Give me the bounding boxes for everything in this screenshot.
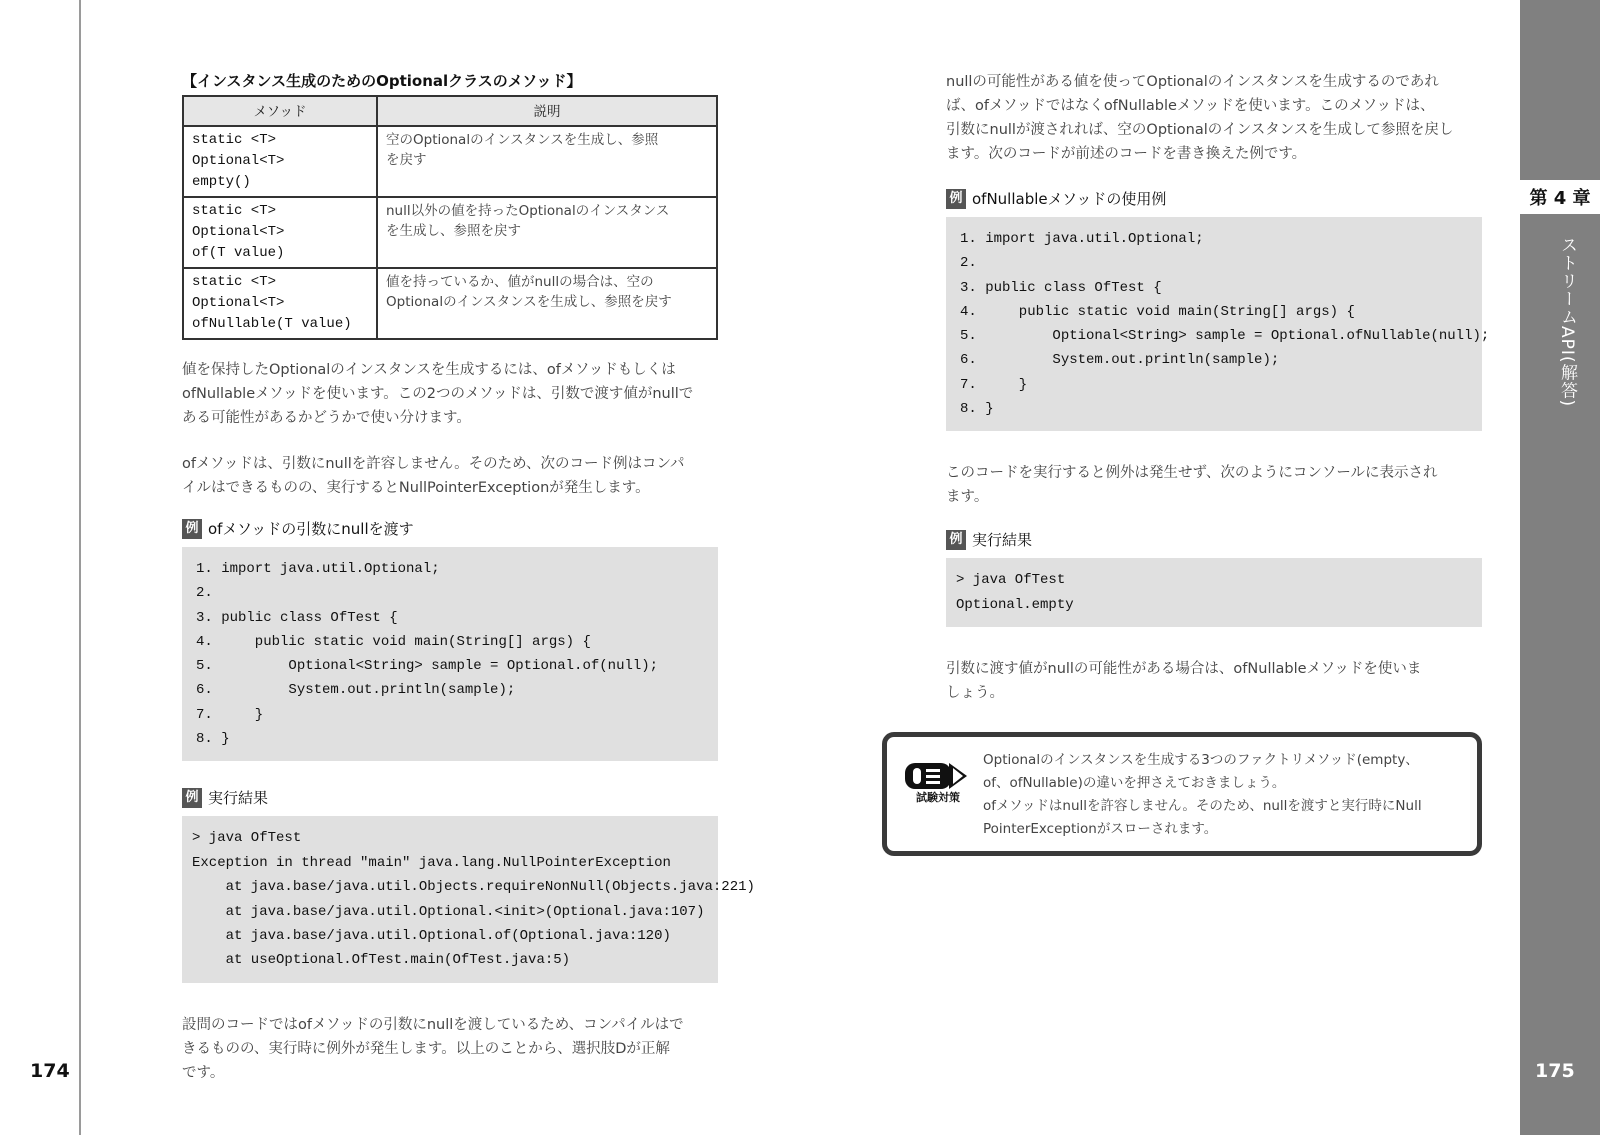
- output-line: at java.base/java.util.Optional.of(Optional.java:120): [192, 927, 671, 944]
- table-header-description: 説明: [377, 96, 717, 126]
- code-line: 2.: [196, 585, 213, 602]
- method-signature: static <T> Optional<T>: [192, 132, 285, 169]
- code-line: 3. public class OfTest {: [196, 609, 398, 626]
- text-line: きるものの、実行時に例外が発生します。以上のことから、選択肢Dが正解: [182, 1040, 670, 1057]
- text-line: Optionalのインスタンスを生成する3つのファクトリメソッド(empty、: [983, 752, 1419, 768]
- text-line: ofメソッドはnullを許容しません。そのため、nullを渡すと実行時にNull: [983, 798, 1422, 814]
- code-line: 7. }: [196, 706, 264, 723]
- text-line: です。: [182, 1064, 225, 1081]
- example-badge: 例: [182, 788, 202, 808]
- text-line: 引数に渡す値がnullの可能性がある場合は、ofNullableメソッドを使いま: [946, 661, 1422, 678]
- paragraph-recommendation: [946, 657, 1482, 705]
- code-line: 3. public class OfTest {: [960, 279, 1162, 296]
- code-line: 7. }: [960, 376, 1028, 393]
- example-label: [946, 529, 1482, 550]
- paragraph-of-vs-ofnullable: [182, 358, 718, 430]
- code-line: 5. Optional<String> sample = Optional.ofNullable(null);: [960, 328, 1490, 345]
- text-line: 値を保持したOptionalのインスタンスを生成するには、ofメソッドもしくは: [182, 362, 676, 378]
- method-description: を生成し、参照を戻す: [386, 223, 521, 239]
- left-page-content: [182, 70, 755, 1085]
- output-line: > java OfTest: [192, 830, 302, 847]
- code-line: 6. System.out.println(sample);: [960, 352, 1280, 369]
- code-line: 1. import java.util.Optional;: [960, 231, 1204, 247]
- text-line: ます。: [946, 489, 989, 506]
- code-line: 4. public static void main(String[] args) {: [196, 633, 591, 650]
- output-block-of: [182, 816, 755, 982]
- example-badge: 例: [946, 530, 966, 550]
- right-page-content: [946, 70, 1490, 705]
- code-block-ofnullable: [946, 217, 1490, 431]
- table-header-method: メソッド: [183, 96, 377, 126]
- output-line: > java OfTest: [956, 572, 1066, 589]
- method-signature: static <T> Optional<T>: [192, 274, 285, 311]
- table-row: [183, 197, 717, 268]
- text-line: ofNullableメソッドを使います。この2つのメソッドは、引数で渡す値がnullで: [182, 386, 694, 402]
- chapter-side-tab: [1520, 0, 1600, 1135]
- code-line: 5. Optional<String> sample = Optional.of(null);: [196, 658, 659, 675]
- method-signature: static <T> Optional<T>: [192, 203, 285, 240]
- text-line: このコードを実行すると例外は発生せず、次のようにコンソールに表示され: [946, 465, 1438, 482]
- output-line: at useOptional.OfTest.main(OfTest.java:5): [192, 952, 571, 969]
- method-signature: ofNullable(T value): [192, 316, 352, 332]
- text-line: of、ofNullable)の違いを押さえておきましょう。: [983, 775, 1286, 791]
- output-line: Exception in thread "main" java.lang.NullPointerException: [192, 854, 671, 871]
- method-description: null以外の値を持ったOptionalのインスタンス: [386, 203, 670, 219]
- example-label: [946, 188, 1482, 209]
- example-title: 実行結果: [208, 789, 269, 808]
- paragraph-conclusion: [182, 1013, 718, 1085]
- methods-table: [182, 95, 718, 340]
- output-line: at java.base/java.util.Objects.requireNonNull(Objects.java:221): [192, 879, 755, 896]
- example-title: ofメソッドの引数にnullを渡す: [208, 520, 414, 538]
- code-line: 8. }: [196, 731, 230, 748]
- text-line: しょう。: [946, 685, 1004, 702]
- table-row: [183, 268, 717, 339]
- example-title: 実行結果: [972, 531, 1033, 550]
- method-signature: of(T value): [192, 245, 285, 261]
- exam-tip-box: [882, 732, 1482, 856]
- example-label: [182, 518, 718, 539]
- text-line: 設問のコードではofメソッドの引数にnullを渡しているため、コンパイルはで: [182, 1016, 684, 1033]
- text-line: nullの可能性がある値を使ってOptionalのインスタンスを生成するのであれ: [946, 74, 1439, 90]
- text-line: 引数にnullが渡されれば、空のOptionalのインスタンスを生成して参照を戻し: [946, 122, 1454, 138]
- text-line: PointerExceptionがスローされます。: [983, 821, 1218, 837]
- example-badge: 例: [946, 189, 966, 209]
- method-description: を戻す: [386, 152, 427, 168]
- chapter-label: 第 4 章: [1520, 180, 1600, 214]
- output-line: at java.base/java.util.Optional.<init>(Optional.java:107): [192, 903, 705, 920]
- exam-pencil-icon: [903, 755, 973, 815]
- table-row: [183, 126, 717, 197]
- code-line: 4. public static void main(String[] args) {: [960, 303, 1355, 320]
- exam-tip-text: [983, 749, 1473, 841]
- method-signature: empty(): [192, 174, 251, 190]
- text-line: ます。次のコードが前述のコードを書き換えた例です。: [946, 146, 1307, 162]
- paragraph-ofnullable-intro: [946, 70, 1482, 166]
- output-line: Optional.empty: [956, 596, 1074, 613]
- text-line: ある可能性があるかどうかで使い分けます。: [182, 410, 471, 426]
- text-line: ば、ofメソッドではなくofNullableメソッドを使います。このメソッドは、: [946, 98, 1435, 114]
- example-title: ofNullableメソッドの使用例: [972, 190, 1167, 208]
- exam-caption: 試験対策: [916, 791, 960, 804]
- text-line: イルはできるものの、実行するとNullPointerExceptionが発生します。: [182, 480, 650, 496]
- text-line: ofメソッドは、引数にnullを許容しません。そのため、次のコード例はコンパ: [182, 456, 685, 472]
- example-label: [182, 787, 718, 808]
- code-line: 6. System.out.println(sample);: [196, 682, 516, 699]
- method-description: 空のOptionalのインスタンスを生成し、参照: [386, 132, 659, 148]
- table-heading: 【インスタンス生成のためのOptionalクラスのメソッド】: [182, 72, 582, 90]
- code-line: 8. }: [960, 401, 994, 418]
- code-line: 1. import java.util.Optional;: [196, 561, 440, 577]
- gutter-line: [79, 0, 81, 1135]
- code-line: 2.: [960, 255, 977, 272]
- page-number-right: 175: [1535, 1060, 1575, 1082]
- example-badge: 例: [182, 519, 202, 539]
- method-description: 値を持っているか、値がnullの場合は、空の: [386, 274, 654, 290]
- page-number-left: 174: [30, 1060, 70, 1082]
- output-block-ofnullable: [946, 558, 1482, 627]
- method-description: Optionalのインスタンスを生成し、参照を戻す: [386, 294, 672, 310]
- paragraph-of-null: [182, 452, 718, 500]
- paragraph-no-exception: [946, 461, 1482, 509]
- code-block-of: [182, 547, 718, 761]
- chapter-title: ストリームAPI(解答): [1557, 236, 1577, 408]
